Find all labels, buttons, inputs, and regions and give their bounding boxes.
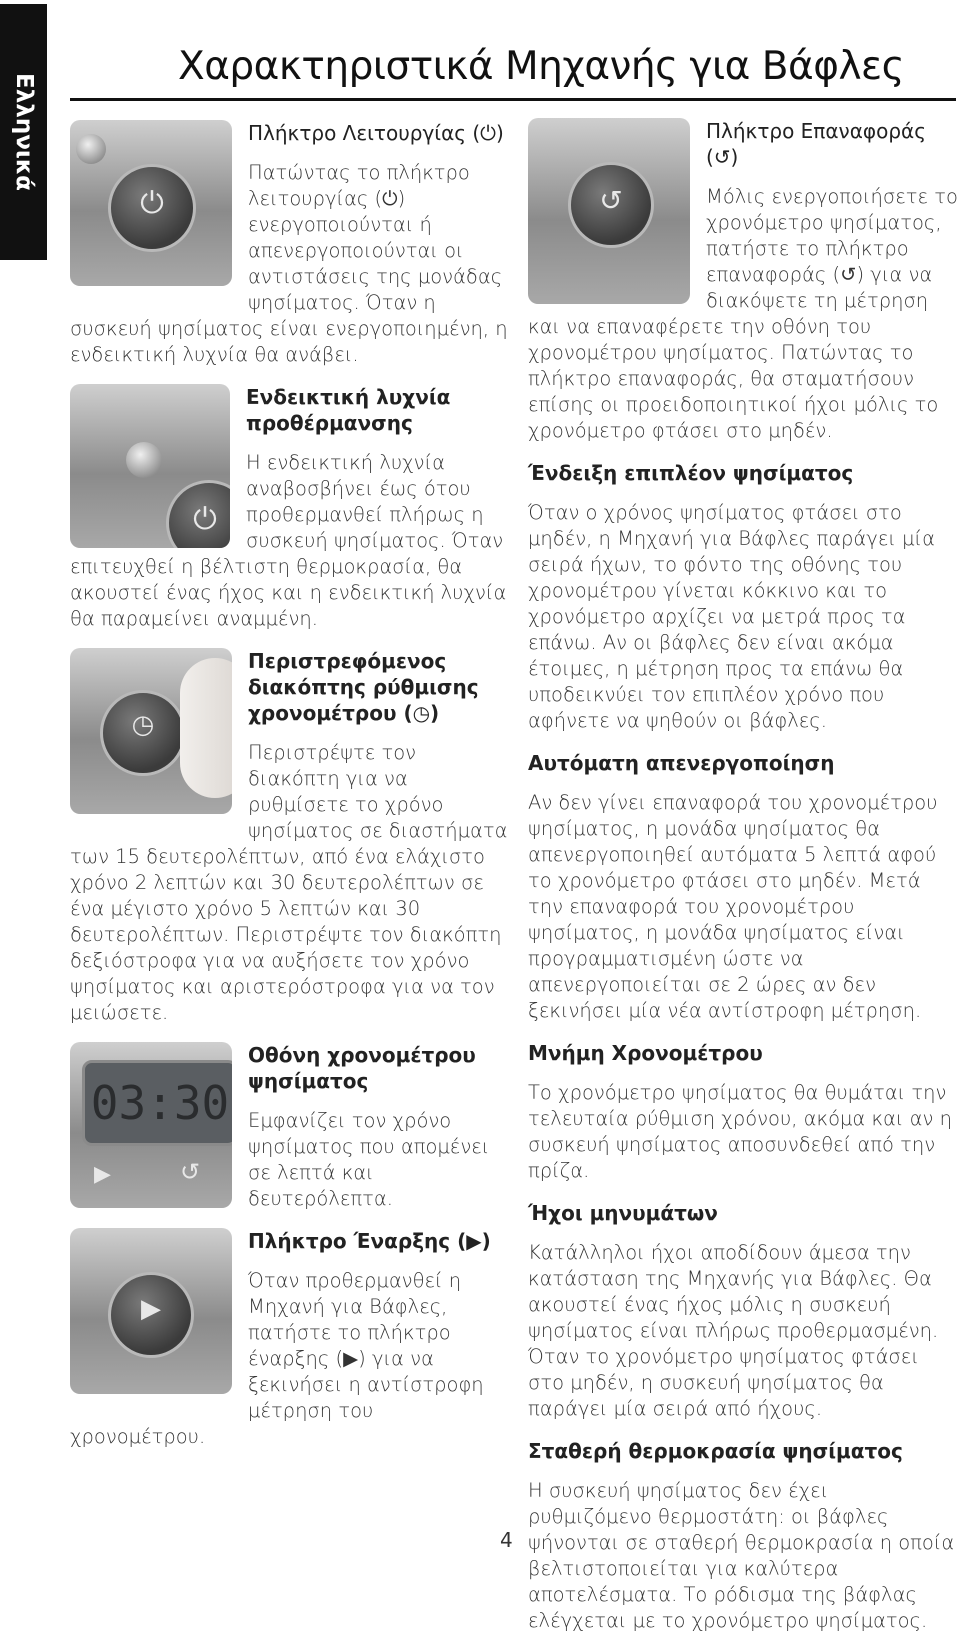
section-timer-dial: [70, 648, 510, 1042]
clock-icon: ◷: [131, 710, 155, 740]
title-rule: [70, 98, 956, 101]
section-auto-off: [528, 750, 958, 1024]
section-power-button: [70, 120, 510, 384]
page-number: 4: [500, 1528, 513, 1552]
section-heading: Μνήμη Χρονομέτρου: [528, 1041, 763, 1065]
section-timer-memory: [528, 1040, 958, 1184]
section-alert-sounds: [528, 1200, 958, 1422]
section-heading: Αυτόματη απενεργοποίηση: [528, 751, 835, 775]
timer-display-photo: [70, 1042, 232, 1208]
section-preheat-light: [70, 384, 510, 648]
section-heading: Σταθερή θερμοκρασία ψησίματος: [528, 1439, 903, 1463]
section-start-button: [70, 1228, 510, 1466]
section-body: Περιστρέψτε τον διακόπτη για να ρυθμίσετε το χρόνο ψησίματος σε διαστήματα των 15 δευτερολέπτων, από ένα ελάχιστο χρόνο 2 λεπτών και 30 δευτερολέπτων σε ένα μέγιστο χρόνο 5 λεπτών και 30 δευτερολέπτων. Περιστρέψτε τον διακόπτη δεξιόστροφα για να αυξήσετε τον χρόνο ψησίματος και αριστερόστροφα για να τον μειώσετε.: [70, 741, 508, 1024]
section-heading: Ήχοι μηνυμάτων: [528, 1201, 718, 1225]
section-body: Μόλις ενεργοποιήσετε το χρονόμετρο ψησίματος, πατήστε το πλήκτρο επαναφοράς (↺) για να διακόψετε τη μέτρηση και να επαναφέρετε την οθόνη του χρονομέτρου ψησίματος. Πατώντας το πλήκτρο επαναφοράς, θα σταματήσουν επίσης οι προειδοποιητικοί ήχοι μόλις το χρονόμετρο φτάσει στο μηδέν.: [528, 185, 958, 442]
section-body: Το χρονόμετρο ψησίματος θα θυμάται την τελευταία ρύθμιση χρόνου, ακόμα και αν η συσκευή ψησίματος αποσυνδεθεί από την πρίζα.: [528, 1081, 952, 1182]
section-body: Πατώντας το πλήκτρο λειτουργίας (⏻) ενεργοποιούνται ή απενεργοποιούνται οι αντιστάσεις της μονάδας ψησίματος. Όταν η συσκευή ψησίματος είναι ενεργοποιημένη, η ενδεικτική λυχνία θα ανάβει.: [70, 161, 508, 366]
section-body: Η ενδεικτική λυχνία αναβοσβήνει έως ότου προθερμανθεί πλήρως η συσκευή ψησίματος. Όταν επιτευχθεί η βέλτιστη θερμοκρασία, θα ακουστεί ένας ήχος και η ενδεικτική λυχνία θα παραμείνει αναμμένη.: [70, 451, 507, 630]
power-button-photo: [70, 120, 232, 286]
section-heading: Πλήκτρο Έναρξης (▶): [248, 1229, 491, 1253]
start-icon: ▶: [94, 1162, 111, 1187]
preheat-light-icon: [126, 442, 162, 478]
indicator-light-icon: [76, 134, 106, 164]
section-timer-display: [70, 1042, 510, 1228]
language-tab: [0, 4, 47, 260]
section-body: Κατάλληλοι ήχοι αποδίδουν άμεσα την κατάσταση της Μηχανής για Βάφλες. Θα ακουστεί ένας ήχος μόλις η συσκευή ψησίματος είναι πλήρως προθερμασμένη. Όταν το χρονόμετρο ψησίματος φτάσει στο μηδέν, η συσκευή ψησίματος θα παράγει μία σειρά από ήχους.: [528, 1241, 939, 1420]
section-heading: Ενδεικτική λυχνία προθέρμανσης: [246, 385, 451, 435]
section-heading: Περιστρεφόμενος διακόπτης ρύθμισης χρονομέτρου (◷): [248, 649, 479, 725]
page-title: Χαρακτηριστικά Μηχανής για Βάφλες: [178, 44, 905, 89]
reset-button-photo: [528, 118, 690, 304]
preheat-light-photo: [70, 384, 230, 548]
start-icon: ▶: [141, 1294, 161, 1324]
section-overcook: [528, 460, 958, 734]
start-button-photo: [70, 1228, 232, 1394]
section-heading: Ένδειξη επιπλέον ψησίματος: [528, 461, 854, 485]
right-column: [528, 118, 958, 1650]
language-tab-label: Ελληνικά: [10, 73, 37, 191]
hand-icon: [180, 658, 232, 798]
section-body: Η συσκευή ψησίματος δεν έχει ρυθμιζόμενο θερμοστάτη: οι βάφλες ψήνονται σε σταθερή θερμοκρασία η οποία βελτιστοποιείται για καλύτερα αποτελέσματα. Το ρόδισμα της βάφλας ελέγχεται με το χρονόμετρο ψησίματος.: [528, 1479, 955, 1632]
section-body: Αν δεν γίνει επαναφορά του χρονομέτρου ψησίματος, η μονάδα ψησίματος θα απενεργοποιηθεί αυτόματα 5 λεπτά αφού το χρονόμετρο φτάσει στο μηδέν. Μετά την επαναφορά του χρονομέτρου ψησίματος, η μονάδα ψησίματος είναι προγραμματισμένη ώστε να απενεργοποιείται σε 2 ώρες αν δεν ξεκινήσει μία νέα αντίστροφη μέτρηση.: [528, 791, 938, 1022]
section-constant-temp: [528, 1438, 958, 1634]
lcd-display: 03:30: [82, 1060, 232, 1146]
power-icon: ⏻: [193, 502, 217, 537]
reset-icon: ↺: [180, 1158, 201, 1186]
reset-icon: ↺: [599, 184, 623, 217]
section-body: Εμφανίζει τον χρόνο ψησίματος που απομένει σε λεπτά και δευτερόλεπτα.: [248, 1109, 490, 1210]
section-heading: Οθόνη χρονομέτρου ψησίματος: [248, 1043, 476, 1093]
section-body: Όταν προθερμανθεί η Μηχανή για Βάφλες, πατήστε το πλήκτρο έναρξης (▶) για να ξεκινήσει η αντίστροφη μέτρηση του χρονομέτρου.: [70, 1269, 484, 1448]
section-body: Όταν ο χρόνος ψησίματος φτάσει στο μηδέν, η Μηχανή για Βάφλες παράγει μία σειρά ήχων, το φόντο της οθόνης του χρονομέτρου γίνεται κόκκινο και το χρονόμετρο αρχίζει να μετρά προς τα επάνω. Αν οι βάφλες δεν είναι ακόμα έτοιμες, η μέτρηση προς τα επάνω θα υποδεικνύει τον επιπλέον χρόνο που αφήνετε να ψηθούν οι βάφλες.: [528, 501, 935, 732]
section-heading: Πλήκτρο Επαναφοράς (↺): [706, 119, 926, 169]
timer-dial-photo: [70, 648, 232, 814]
section-heading: Πλήκτρο Λειτουργίας (⏻): [248, 121, 504, 145]
section-reset-button: [528, 118, 958, 460]
power-icon: ⏻: [140, 186, 164, 221]
left-column: [70, 120, 510, 1466]
